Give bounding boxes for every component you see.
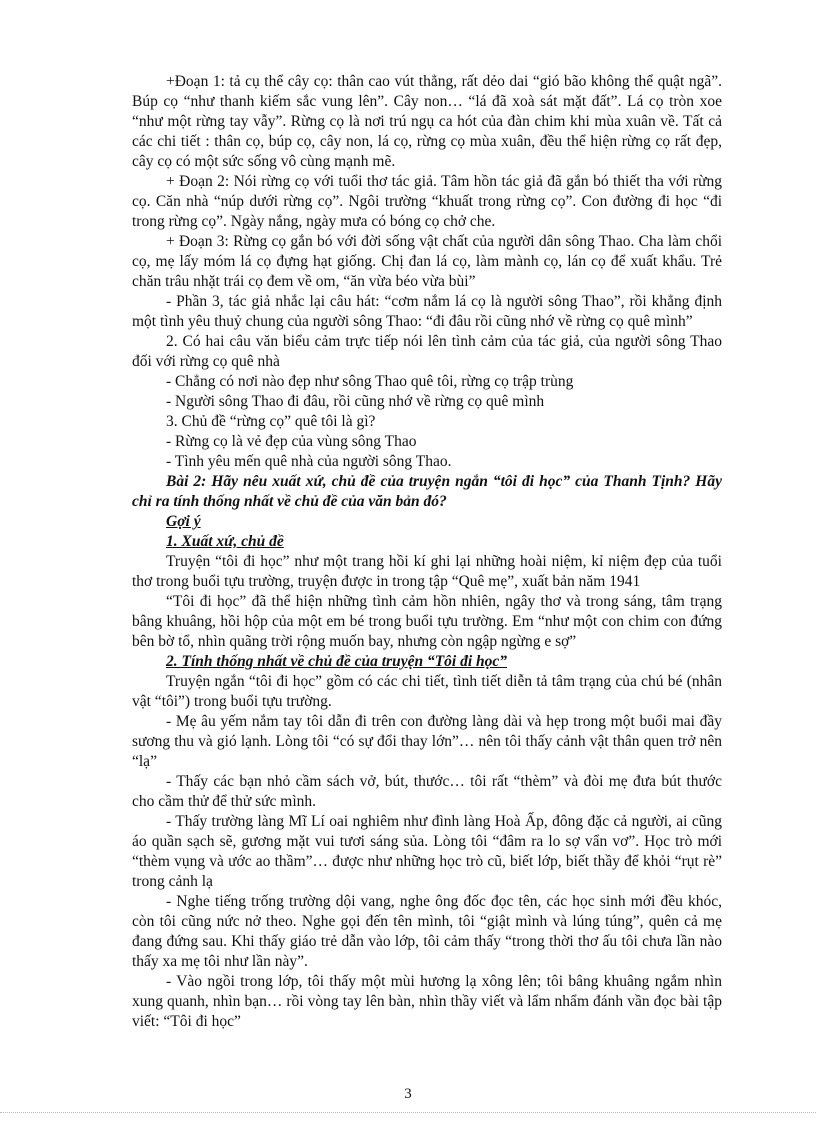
- paragraph: - Thấy các bạn nhỏ cầm sách vở, bút, thước… tôi rất “thèm” và đòi mẹ đưa bút thước cho cầm thử để thử sức mình.: [132, 773, 722, 810]
- document-page: [132, 72, 722, 1032]
- section-subheading: 1. Xuất xứ, chủ đề: [166, 533, 284, 550]
- paragraph: +Đoạn 1: tả cụ thể cây cọ: thân cao vút thẳng, rất dẻo dai “gió bão không thể quật ngã”. Búp cọ “như thanh kiếm sắc vung lên”. Cây non… “lá đã xoà sát mặt đất”. Lá cọ tròn xoe “như một rừng tay vẫy”. Rừng cọ là nơi trú ngụ ca hót của đàn chim khi mùa xuân về. Tất cả các chi tiết : thân cọ, búp cọ, cây non, lá cọ, rừng cọ mùa xuân, đều thể hiện rừng cọ rất đẹp, cây cọ có một sức sống vô cùng mạnh mẽ.: [132, 73, 722, 170]
- paragraph: + Đoạn 2: Nói rừng cọ với tuổi thơ tác giả. Tâm hồn tác giả đã gắn bó thiết tha với rừng cọ. Căn nhà “núp dưới rừng cọ”. Ngôi trường “khuất trong rừng cọ”. Con đường đi học “đi trong rừng cọ”. Ngày nắng, ngày mưa có bóng cọ chở che.: [132, 173, 722, 230]
- paragraph: - Thấy trường làng Mĩ Lí oai nghiêm như đình làng Hoà Ấp, đông đặc cả người, ai cũng áo quần sạch sẽ, gương mặt vui tươi sáng sủa. Lòng tôi “đâm ra lo sợ vẩn vơ”. Học trò mới “thèm vụng và ước ao thầm”… được như những học trò cũ, biết lớp, biết thầy để khỏi “rụt rè” trong cảnh lạ: [132, 813, 722, 890]
- paragraph: - Mẹ âu yếm nắm tay tôi dẫn đi trên con đường làng dài và hẹp trong một buổi mai đầy sương thu và gió lạnh. Lòng tôi “có sự đổi thay lớn”… nên tôi thấy cảnh vật thân quen trở nên “lạ”: [132, 713, 722, 770]
- paragraph: “Tôi đi học” đã thể hiện những tình cảm hồn nhiên, ngây thơ và trong sáng, tâm trạng bâng khuâng, hồi hộp của một em bé trong buổi tựu trường. Em “như một con chim con đứng bên bờ tổ, nhìn quãng trời rộng muốn bay, nhưng còn ngập ngừng e sợ”: [132, 593, 722, 650]
- paragraph: 3. Chủ đề “rừng cọ” quê tôi là gì?: [166, 413, 376, 430]
- paragraph: - Vào ngồi trong lớp, tôi thấy một mùi hương lạ xông lên; tôi bâng khuâng ngắm nhìn xung quanh, nhìn bạn… rồi vòng tay lên bàn, nhìn thầy viết và lẩm nhẩm đánh vần đọc bài tập viết: “Tôi đi học”: [132, 973, 722, 1030]
- hint-label: Gợi ý: [166, 513, 201, 530]
- paragraph: - Tình yêu mến quê nhà của người sông Thao.: [166, 453, 452, 470]
- paragraph: Truyện ngắn “tôi đi học” gồm có các chi tiết, tình tiết diễn tả tâm trạng của chú bé (nhân vật “tôi”) trong buổi tựu trường.: [132, 673, 722, 710]
- footer-divider: [0, 1112, 816, 1113]
- section-subheading: 2. Tính thống nhất về chủ đề của truyện “Tôi đi học”: [166, 653, 508, 670]
- paragraph: 2. Có hai câu văn biểu cảm trực tiếp nói lên tình cảm của tác giả, của người sông Thao đối với rừng cọ quê nhà: [132, 333, 722, 370]
- paragraph: Truyện “tôi đi học” như một trang hồi kí ghi lại những hoài niệm, kỉ niệm đẹp của tuổi thơ trong buổi tựu trường, truyện được in trong tập “Quê mẹ”, xuất bản năm 1941: [132, 553, 722, 590]
- page-number: 3: [404, 1086, 412, 1102]
- paragraph: - Chẳng có nơi nào đẹp như sông Thao quê tôi, rừng cọ trập trùng: [166, 373, 574, 390]
- paragraph: - Rừng cọ là vẻ đẹp của vùng sông Thao: [166, 433, 417, 450]
- exercise-heading: Bài 2: Hãy nêu xuất xứ, chủ đề của truyện ngắn “tôi đi học” của Thanh Tịnh? Hãy chỉ ra tính thống nhất về chủ đề của văn bản đó?: [132, 473, 722, 510]
- paragraph: - Phần 3, tác giả nhắc lại câu hát: “cơm nắm lá cọ là người sông Thao”, rồi khẳng định một tình yêu thuỷ chung của người sông Thao: “đi đâu rồi cũng nhớ về rừng cọ quê mình”: [132, 293, 722, 330]
- paragraph: + Đoạn 3: Rừng cọ gắn bó với đời sống vật chất của người dân sông Thao. Cha làm chổi cọ, mẹ lấy móm lá cọ đựng hạt giống. Chị đan lá cọ, làm mành cọ, lán cọ để xuất khẩu. Trẻ chăn trâu nhặt trái cọ đem về om, “ăn vừa béo vừa bùi”: [132, 233, 722, 290]
- paragraph: - Người sông Thao đi đâu, rồi cũng nhớ về rừng cọ quê mình: [166, 393, 545, 410]
- paragraph: - Nghe tiếng trống trường dội vang, nghe ông đốc đọc tên, các học sinh mới đều khóc, còn tôi cũng nức nở theo. Nghe gọi đến tên mình, tôi “giật mình và lúng túng”, quên cả mẹ đang đứng sau. Khi thấy giáo trẻ dẫn vào lớp, tôi cảm thấy “trong thời thơ ấu tôi chưa lần nào thấy xa mẹ tôi như lần này”.: [132, 893, 722, 970]
